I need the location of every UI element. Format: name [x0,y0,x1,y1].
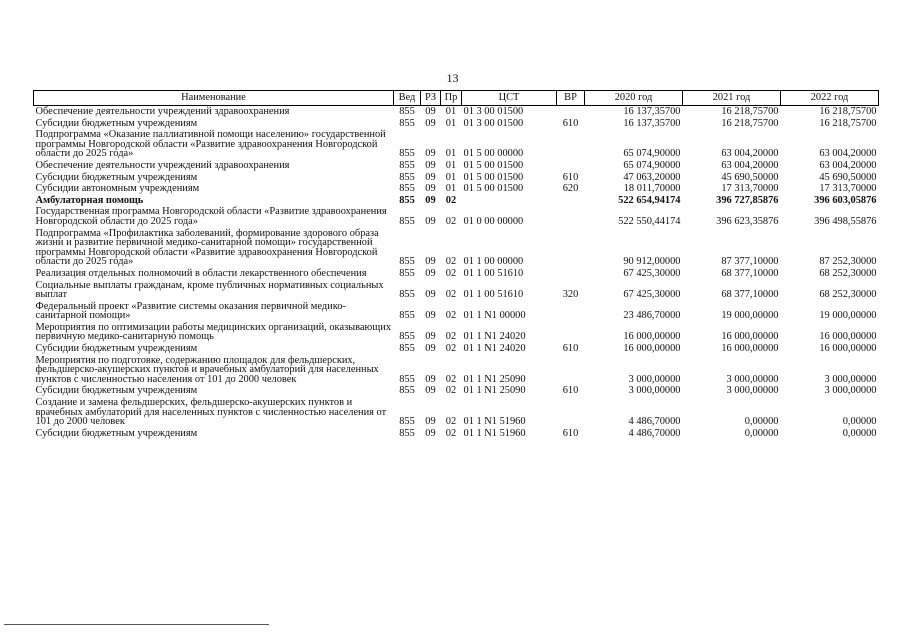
cell-2020: 67 425,30000 [623,267,681,279]
cell-pr: 02 [445,256,457,268]
cell-ved: 855 [399,215,415,227]
cell-vr: 610 [562,385,579,397]
cell-2020: 47 063,20000 [623,171,681,183]
cell-cst: 01 1 N1 25090 [463,373,526,385]
cell-ved: 855 [399,267,415,279]
cell-vr [557,228,585,268]
header-rz: РЗ [421,91,441,106]
table-row [34,385,879,397]
cell-name: Субсидии бюджетным учреждениям [35,385,198,397]
cell-2020: 67 425,30000 [623,289,681,301]
header-2022: 2022 год [781,91,879,106]
cell-pr: 02 [445,310,457,322]
cell-2021: 63 004,20000 [721,148,779,160]
table-row [34,172,879,184]
cell-pr: 02 [445,267,457,279]
cell-name: Мероприятия по оптимизации работы медицинских организаций, оказывающих первичную медико-санитарную помощь [35,321,392,343]
cell-pr: 01 [445,159,457,171]
header-2020: 2020 год [585,91,683,106]
cell-2021: 45 690,50000 [721,171,779,183]
cell-rz: 09 [425,416,436,428]
cell-vr [557,106,585,118]
cell-name: Мероприятия по подготовке, содержанию площадок для фельдшерских, фельдшерско-акушерских пунктов и врачебных амбулаторий для населенных пунктов с численностью населения от 101 до 2000 человек [35,354,379,385]
cell-ved: 855 [399,289,415,301]
cell-rz: 09 [425,289,436,301]
cell-ved: 855 [399,148,415,160]
cell-cst: 01 5 00 01500 [463,183,524,195]
cell-rz: 09 [425,385,436,397]
cell-cst [462,195,557,207]
budget-table [33,90,879,439]
cell-rz: 09 [425,215,436,227]
header-ved: Вед [394,91,421,106]
cell-pr: 02 [445,373,457,385]
header-vr: ВР [557,91,585,106]
cell-ved: 855 [399,427,415,439]
table-row [34,106,879,118]
table-row [34,129,879,160]
cell-rz: 09 [425,373,436,385]
cell-vr: 320 [562,289,579,301]
cell-2021: 19 000,00000 [721,310,779,322]
cell-name: Государственная программа Новгородской области «Развитие здравоохранения Новгородской области до 2025 года» [35,206,387,227]
cell-2022: 45 690,50000 [819,171,877,183]
header-cst: ЦСТ [462,91,557,106]
cell-name: Подпрограмма «Профилактика заболеваний, формирование здорового образа жизни и развитие первичной медико-санитарной помощи» государственной программы Новгородской области «Развитие здравоохранения Новгородской области до 2025 года» [35,227,379,268]
cell-2021: 16 218,75700 [721,117,779,129]
cell-vr [557,160,585,172]
cell-ved: 855 [399,171,415,183]
cell-2022: 396 498,55876 [814,215,877,227]
cell-ved: 855 [399,331,415,343]
cell-cst: 01 3 00 01500 [463,117,524,129]
cell-2020: 3 000,00000 [628,373,681,385]
cell-2020: 16 000,00000 [623,331,681,343]
cell-2022: 87 252,30000 [819,256,877,268]
cell-2020: 16 000,00000 [623,343,681,355]
cell-name: Создание и замена фельдшерских, фельдшерско-акушерских пунктов и врачебных амбулаторий для населенных пунктов с численностью населения от 101 до 2000 человек [35,397,387,428]
table-body [34,106,879,440]
cell-cst: 01 1 N1 51960 [463,416,526,428]
cell-ved: 855 [399,416,415,428]
header-name: Наименование [34,91,394,106]
cell-2021: 16 000,00000 [721,343,779,355]
cell-2022: 68 252,30000 [819,289,877,301]
cell-cst: 01 5 00 00000 [463,148,524,160]
footer-divider [4,624,269,625]
cell-2020: 522 550,44174 [618,215,681,227]
cell-cst: 01 1 N1 24020 [463,343,526,355]
cell-2021: 17 313,70000 [721,183,779,195]
cell-2022: 63 004,20000 [819,148,877,160]
cell-2022: 0,00000 [842,416,877,428]
cell-2022: 0,00000 [842,427,877,439]
table-row [34,322,879,343]
cell-name: Подпрограмма «Оказание паллиативной помощи населению» государственной программы Новгородской области «Развитие здравоохранения Новгородской области до 2025 года» [35,129,386,160]
cell-2021: 16 000,00000 [721,331,779,343]
cell-ved: 855 [399,106,415,117]
cell-cst: 01 3 00 01500 [463,106,524,117]
cell-pr: 02 [445,343,457,355]
cell-2020: 3 000,00000 [628,385,681,397]
cell-cst: 01 1 00 51610 [463,289,524,301]
cell-ved: 855 [399,159,415,171]
cell-name: Обеспечение деятельности учреждений здравоохранения [35,106,290,117]
cell-2022: 396 603,05876 [814,194,877,206]
cell-vr [557,206,585,227]
cell-2021: 0,00000 [744,416,779,428]
cell-2020: 90 912,00000 [623,256,681,268]
page-number: 13 [446,71,459,85]
cell-vr: 610 [562,343,579,355]
cell-name: Субсидии бюджетным учреждениям [35,427,198,439]
cell-2021: 396 623,35876 [716,215,779,227]
cell-2022: 16 000,00000 [819,343,877,355]
cell-rz: 09 [425,194,436,206]
cell-name: Субсидии бюджетным учреждениям [35,343,198,355]
cell-vr: 620 [562,183,579,195]
cell-cst: 01 1 N1 51960 [463,427,526,439]
cell-name: Федеральный проект «Развитие системы оказания первичной медико-санитарной помощи» [35,300,346,322]
cell-ved: 855 [399,343,415,355]
cell-2020: 16 137,35700 [623,106,681,117]
cell-2021: 396 727,85876 [716,194,779,206]
cell-2021: 68 377,10000 [721,267,779,279]
cell-rz: 09 [425,331,436,343]
cell-pr: 02 [445,385,457,397]
cell-2022: 17 313,70000 [819,183,877,195]
cell-rz: 09 [425,256,436,268]
cell-name: Реализация отдельных полномочий в области лекарственного обеспечения [35,267,367,279]
cell-2020: 16 137,35700 [623,117,681,129]
cell-2020: 522 654,94174 [618,194,681,206]
cell-cst: 01 1 N1 24020 [463,331,526,343]
cell-cst: 01 0 00 00000 [463,215,524,227]
cell-name: Субсидии бюджетным учреждениям [35,117,198,129]
cell-2022: 3 000,00000 [824,385,877,397]
table-row [34,206,879,227]
cell-2020: 65 074,90000 [623,148,681,160]
cell-pr: 02 [445,416,457,428]
cell-pr: 01 [445,117,457,129]
cell-pr: 01 [445,171,457,183]
header-pr: Пр [441,91,462,106]
cell-ved: 855 [399,373,415,385]
cell-2022: 16 218,75700 [819,106,877,117]
table-row [34,301,879,322]
cell-vr: 610 [562,427,579,439]
cell-pr: 01 [445,106,457,117]
cell-2021: 0,00000 [744,427,779,439]
cell-pr: 02 [445,331,457,343]
cell-vr [557,301,585,322]
cell-2021: 3 000,00000 [726,385,779,397]
cell-rz: 09 [425,310,436,322]
cell-vr [557,355,585,386]
cell-2021: 87 377,10000 [721,256,779,268]
table-row [34,280,879,301]
cell-2020: 18 011,70000 [623,183,681,195]
cell-cst: 01 1 N1 25090 [463,385,526,397]
cell-rz: 09 [425,183,436,195]
cell-cst: 01 1 00 00000 [463,256,524,268]
cell-2020: 65 074,90000 [623,159,681,171]
cell-name: Социальные выплаты гражданам, кроме публичных нормативных социальных выплат [35,279,384,301]
cell-cst: 01 5 00 01500 [463,159,524,171]
cell-rz: 09 [425,117,436,129]
table-row [34,118,879,130]
cell-ved: 855 [399,117,415,129]
cell-2022: 16 000,00000 [819,331,877,343]
table-row [34,343,879,355]
cell-rz: 09 [425,148,436,160]
cell-2021: 3 000,00000 [726,373,779,385]
cell-2020: 4 486,70000 [628,416,681,428]
cell-2022: 68 252,30000 [819,267,877,279]
table-row [34,397,879,428]
cell-vr [557,195,585,207]
cell-name: Субсидии бюджетным учреждениям [35,171,198,183]
cell-2020: 4 486,70000 [628,427,681,439]
table-row [34,183,879,195]
table-row [34,355,879,386]
cell-2022: 3 000,00000 [824,373,877,385]
cell-ved: 855 [399,183,415,195]
cell-name: Амбулаторная помощь [35,194,144,206]
table-header-row [34,91,879,106]
cell-pr: 01 [445,148,457,160]
cell-vr [557,268,585,280]
cell-name: Субсидии автономным учреждениям [35,183,200,195]
cell-rz: 09 [425,171,436,183]
cell-pr: 02 [445,215,457,227]
cell-2022: 16 218,75700 [819,117,877,129]
cell-vr [557,129,585,160]
cell-rz: 09 [425,106,436,117]
cell-name: Обеспечение деятельности учреждений здравоохранения [35,159,290,171]
cell-cst: 01 1 00 51610 [463,267,524,279]
cell-2022: 19 000,00000 [819,310,877,322]
cell-rz: 09 [425,267,436,279]
cell-cst: 01 5 00 01500 [463,171,524,183]
cell-vr: 610 [562,171,579,183]
cell-ved: 855 [399,310,415,322]
cell-vr: 610 [562,117,579,129]
cell-ved: 855 [399,256,415,268]
cell-2020: 23 486,70000 [623,310,681,322]
table-row [34,160,879,172]
cell-rz: 09 [425,427,436,439]
cell-2022: 63 004,20000 [819,159,877,171]
cell-rz: 09 [425,159,436,171]
table-row [34,228,879,268]
cell-2021: 63 004,20000 [721,159,779,171]
cell-ved: 855 [399,194,415,206]
header-2021: 2021 год [683,91,781,106]
cell-pr: 02 [445,289,457,301]
cell-vr [557,397,585,428]
cell-pr: 01 [445,183,457,195]
cell-2021: 16 218,75700 [721,106,779,117]
cell-2021: 68 377,10000 [721,289,779,301]
cell-cst: 01 1 N1 00000 [463,310,526,322]
cell-vr [557,322,585,343]
table-row [34,195,879,207]
cell-rz: 09 [425,343,436,355]
table-row [34,428,879,440]
table-row [34,268,879,280]
cell-pr: 02 [445,427,457,439]
cell-pr: 02 [445,194,457,206]
cell-ved: 855 [399,385,415,397]
